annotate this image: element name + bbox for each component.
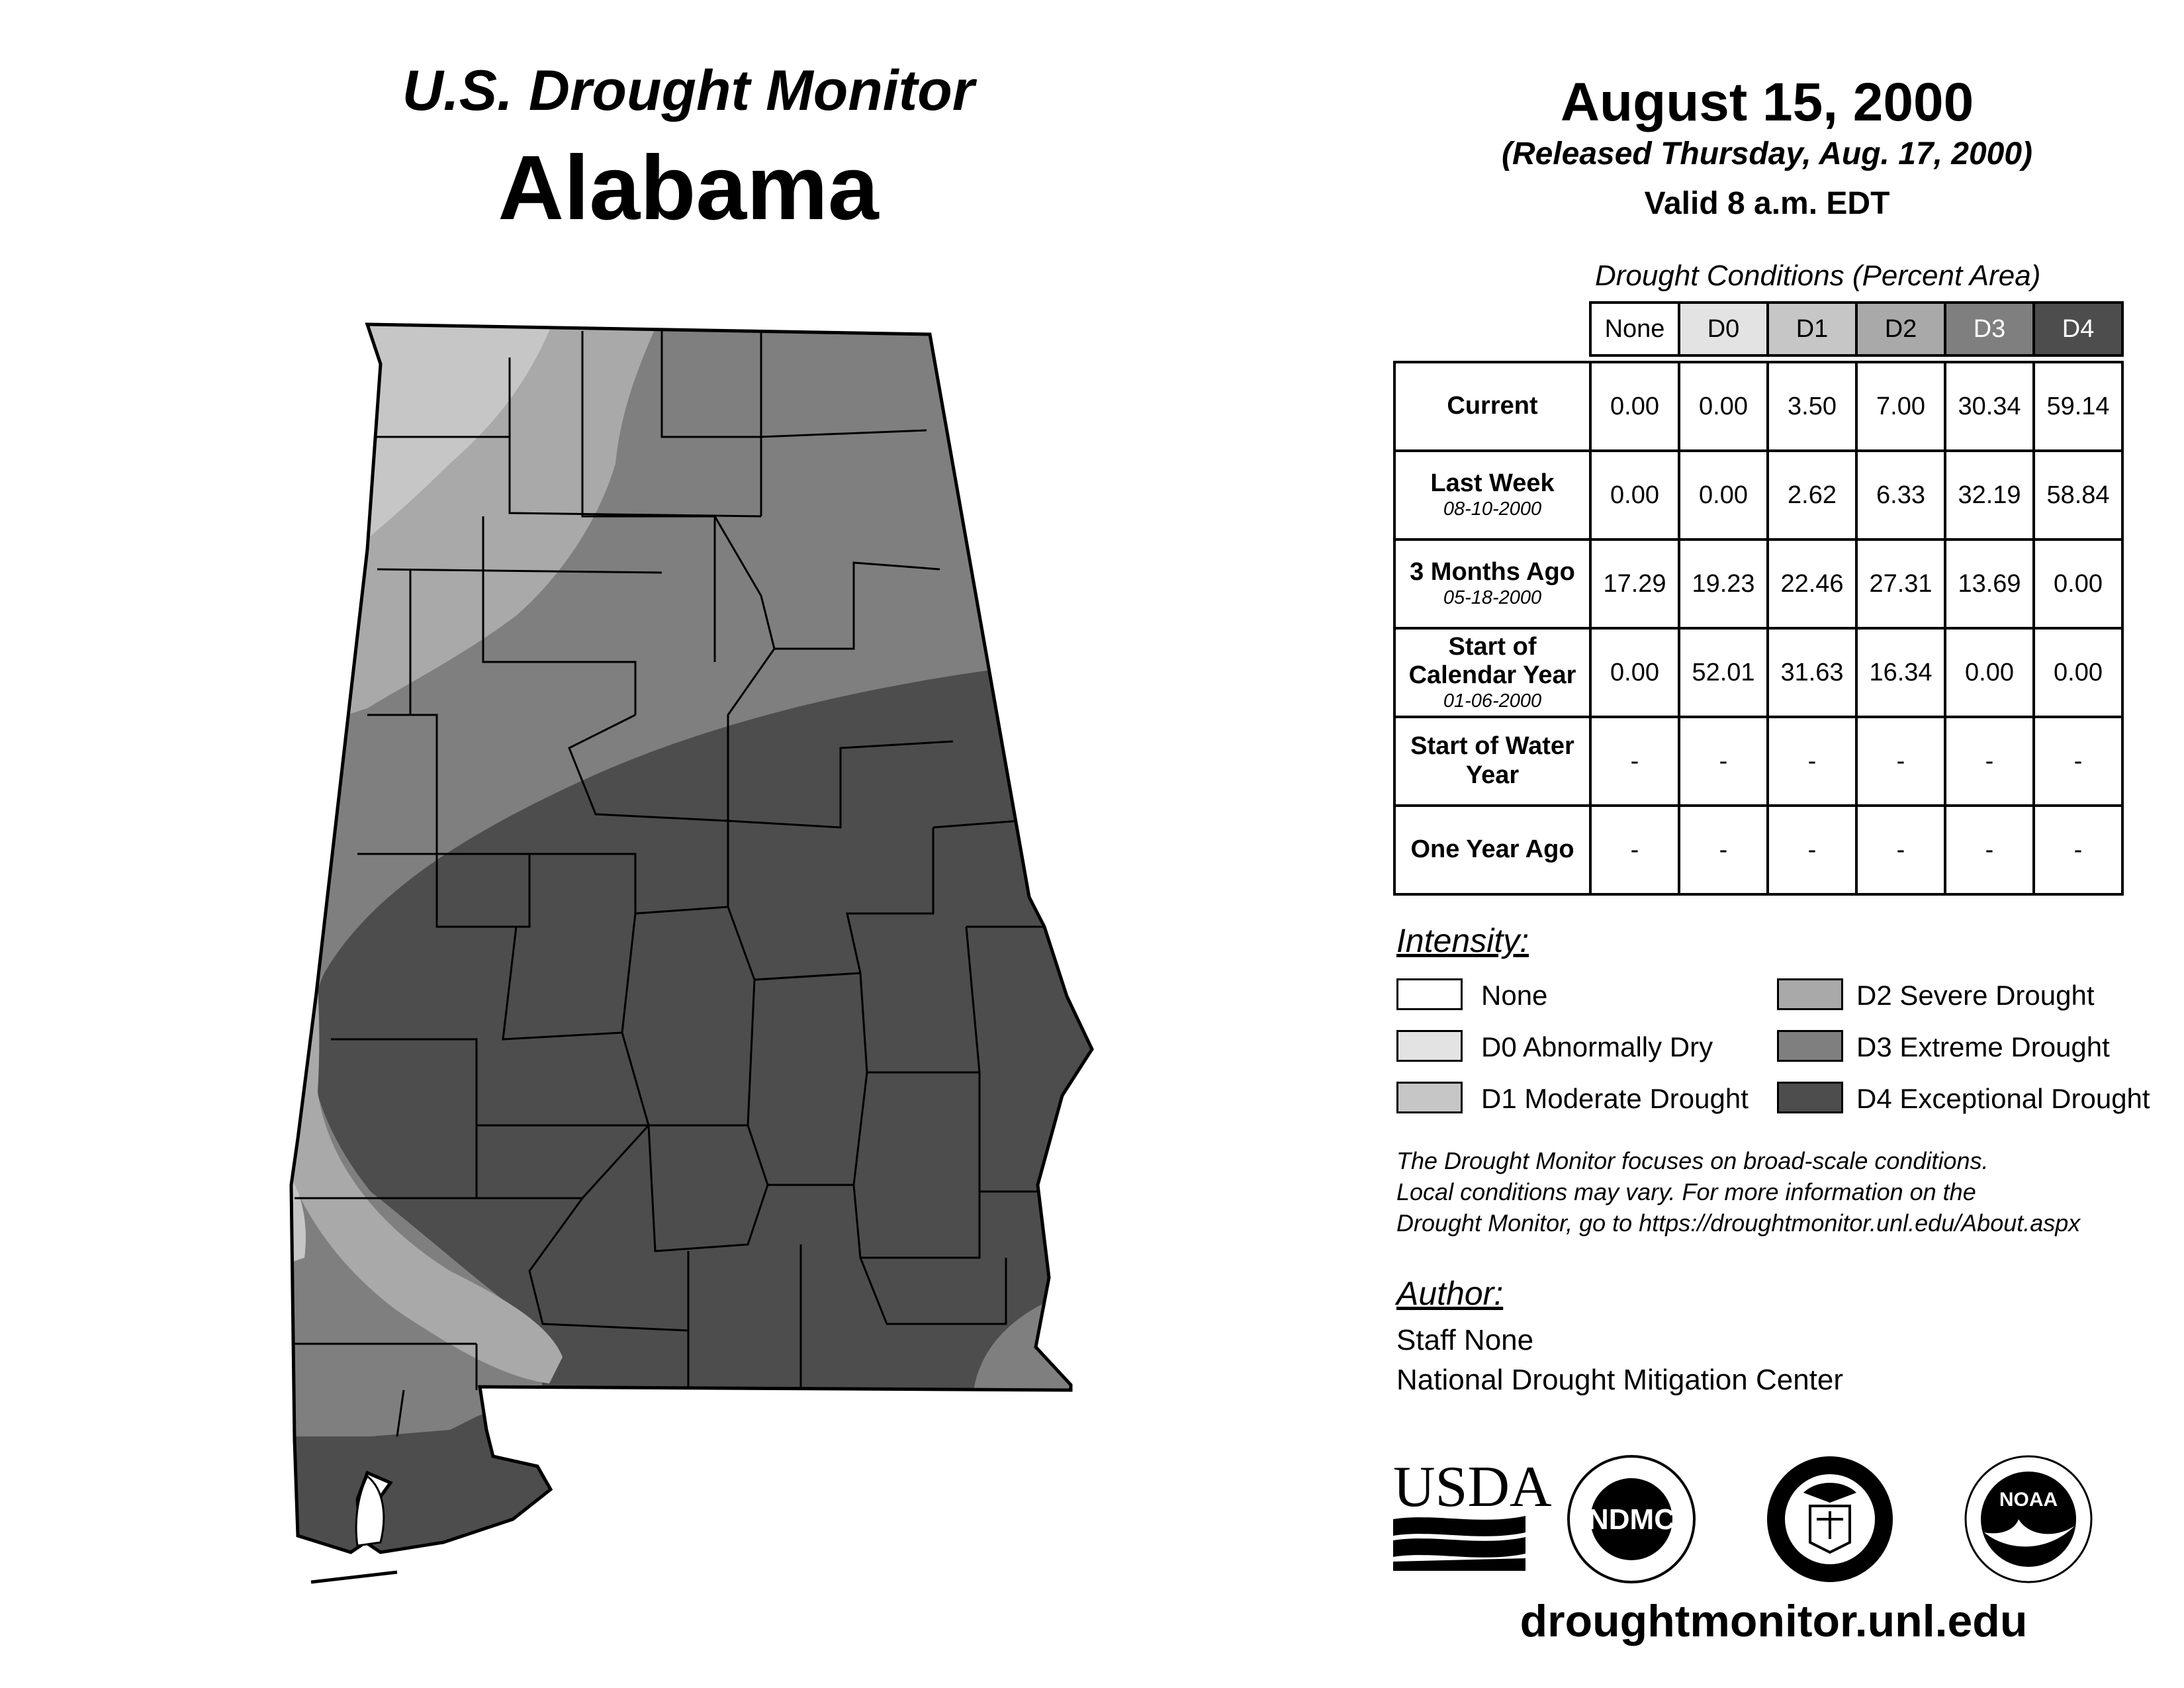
legend-label-d2: D2 Severe Drought xyxy=(1856,980,2095,1011)
legend-label-d0: D0 Abnormally Dry xyxy=(1481,1031,1713,1062)
col-header-none: None xyxy=(1590,303,1679,355)
col-header-d4: D4 xyxy=(2034,303,2122,355)
author-heading: Author: xyxy=(1396,1275,1504,1312)
partner-logos xyxy=(1393,1453,2134,1585)
table-cell: - xyxy=(1768,806,1856,894)
table-cell: 17.29 xyxy=(1590,539,1679,628)
release-date: (Released Thursday, Aug. 17, 2000) xyxy=(1501,136,2033,171)
table-cell: 0.00 xyxy=(1590,451,1679,539)
legend-swatch-d0 xyxy=(1396,1030,1463,1062)
col-header-d1: D1 xyxy=(1768,303,1856,355)
table-cell: 3.50 xyxy=(1768,362,1856,451)
noaa-logo xyxy=(1966,1456,2091,1582)
dauphin-island xyxy=(311,1572,397,1582)
noaa-logo-text: NOAA xyxy=(1999,1489,2058,1511)
legend-title: Intensity: xyxy=(1396,922,1529,959)
table-row xyxy=(1394,717,2122,806)
map-title: U.S. Drought Monitor xyxy=(402,59,975,122)
table-cell: 31.63 xyxy=(1768,628,1856,717)
col-header-d3: D3 xyxy=(1945,303,2034,355)
table-cell: 0.00 xyxy=(1590,362,1679,451)
usda-logo-text: USDA xyxy=(1393,1455,1552,1519)
legend-swatch-none xyxy=(1396,978,1463,1010)
table-cell: 22.46 xyxy=(1768,539,1856,628)
legend-label-d3: D3 Extreme Drought xyxy=(1856,1031,2110,1062)
table-corner xyxy=(1394,303,1590,355)
table-cell: - xyxy=(1945,806,2034,894)
row-sublabel: 01-06-2000 xyxy=(1443,690,1542,712)
website-url[interactable]: droughtmonitor.unl.edu xyxy=(1520,1596,2028,1646)
table-cell: 0.00 xyxy=(2034,628,2122,717)
col-header-d2: D2 xyxy=(1856,303,1945,355)
table-row xyxy=(1394,451,2122,539)
table-cell: 0.00 xyxy=(2034,539,2122,628)
usda-logo xyxy=(1393,1455,1552,1571)
legend-label-d1: D1 Moderate Drought xyxy=(1481,1083,1749,1114)
table-cell: - xyxy=(1679,806,1768,894)
row-sublabel: 05-18-2000 xyxy=(1443,587,1542,609)
author-organization: National Drought Mitigation Center xyxy=(1396,1364,1844,1396)
table-cell: 30.34 xyxy=(1945,362,2034,451)
drought-stats-table xyxy=(1393,301,2124,896)
ndmc-logo-text: NDMC xyxy=(1588,1503,1675,1536)
legend-swatch-d1 xyxy=(1396,1082,1463,1113)
row-label: Last Week 08-10-2000 xyxy=(1394,451,1590,539)
table-cell: - xyxy=(1679,717,1768,806)
table-cell: 59.14 xyxy=(2034,362,2122,451)
table-cell: - xyxy=(1590,806,1679,894)
table-cell: 0.00 xyxy=(1590,628,1679,717)
note-line: The Drought Monitor focuses on broad-scale conditions. xyxy=(1396,1147,1989,1174)
ndmc-logo xyxy=(1569,1456,1694,1582)
legend-swatch-d3 xyxy=(1777,1030,1843,1062)
row-label: Start of Water Year xyxy=(1394,717,1590,806)
table-cell: 7.00 xyxy=(1856,362,1945,451)
row-sublabel: 08-10-2000 xyxy=(1443,498,1542,520)
table-cell: 0.00 xyxy=(1945,628,2034,717)
row-label: 3 Months Ago 05-18-2000 xyxy=(1394,539,1590,628)
note-line: Drought Monitor, go to https://droughtmonitor.unl.edu/About.aspx xyxy=(1396,1209,2081,1237)
table-caption: Drought Conditions (Percent Area) xyxy=(1595,259,2041,292)
table-cell: 13.69 xyxy=(1945,539,2034,628)
table-cell: - xyxy=(1590,717,1679,806)
col-header-d0: D0 xyxy=(1679,303,1768,355)
table-cell: - xyxy=(1856,806,1945,894)
table-cell: 27.31 xyxy=(1856,539,1945,628)
table-cell: 0.00 xyxy=(1679,451,1768,539)
table-cell: 6.33 xyxy=(1856,451,1945,539)
legend-swatch-d4 xyxy=(1777,1082,1843,1113)
row-label: Current xyxy=(1394,362,1590,451)
disclaimer-note xyxy=(1396,1145,2184,1239)
row-label: One Year Ago xyxy=(1394,806,1590,894)
table-cell: 19.23 xyxy=(1679,539,1768,628)
table-cell: - xyxy=(1945,717,2034,806)
author-name: Staff None xyxy=(1396,1324,1534,1356)
table-cell: 52.01 xyxy=(1679,628,1768,717)
table-row xyxy=(1394,539,2122,628)
table-row xyxy=(1394,806,2122,894)
note-line: Local conditions may vary. For more information on the xyxy=(1396,1178,1976,1205)
row-label: Start of Calendar Year 01-06-2000 xyxy=(1394,628,1590,717)
table-cell: - xyxy=(2034,717,2122,806)
map-date: August 15, 2000 xyxy=(1560,72,1974,132)
table-cell: 32.19 xyxy=(1945,451,2034,539)
table-cell: 16.34 xyxy=(1856,628,1945,717)
table-cell: 0.00 xyxy=(1679,362,1768,451)
legend-label-d4: D4 Exceptional Drought xyxy=(1856,1083,2150,1114)
legend-label-none: None xyxy=(1481,980,1548,1011)
state-name: Alabama xyxy=(498,137,879,239)
commerce-seal-logo xyxy=(1767,1456,1893,1582)
table-cell: - xyxy=(1856,717,1945,806)
table-row xyxy=(1394,362,2122,451)
table-cell: 2.62 xyxy=(1768,451,1856,539)
table-cell: - xyxy=(1768,717,1856,806)
valid-time: Valid 8 a.m. EDT xyxy=(1644,186,1890,221)
table-cell: 58.84 xyxy=(2034,451,2122,539)
table-row xyxy=(1394,628,2122,717)
legend-swatch-d2 xyxy=(1777,978,1843,1010)
table-cell: - xyxy=(2034,806,2122,894)
